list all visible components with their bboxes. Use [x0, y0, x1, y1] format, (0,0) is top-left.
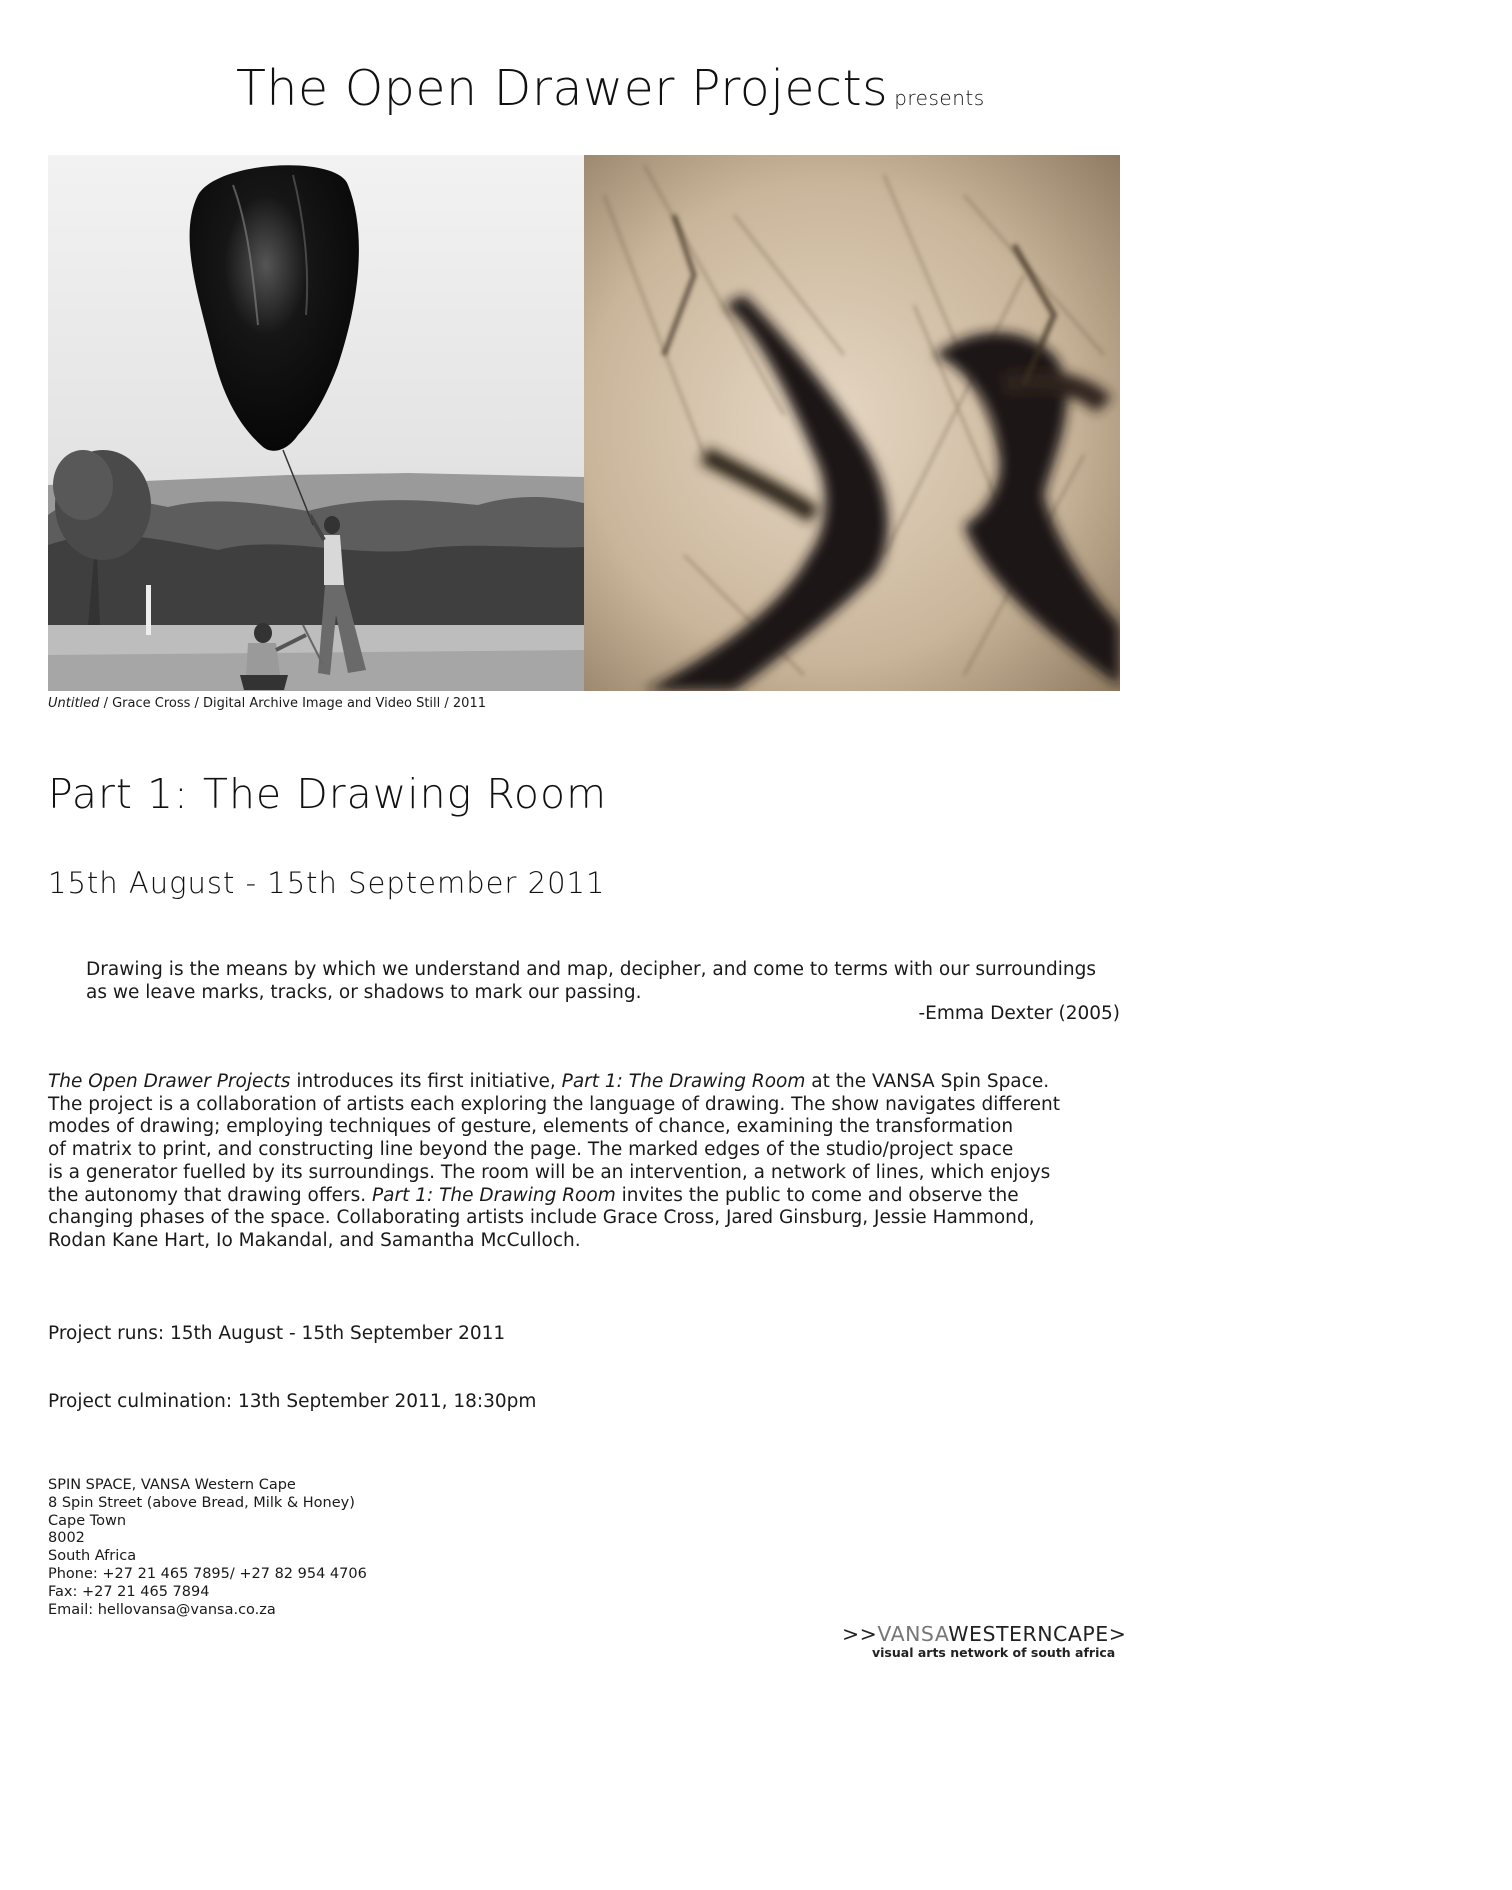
address-line: SPIN SPACE, VANSA Western Cape	[48, 1477, 296, 1493]
body-run: invites the public to come and observe the	[615, 1184, 1019, 1206]
archive-photo-illustration	[48, 155, 584, 691]
address-line: Phone: +27 21 465 7895/ +27 82 954 4706	[48, 1565, 367, 1582]
body-run: changing phases of the space. Collaborating artists include Grace Cross, Jared Ginsburg, Jessie Hammond,	[48, 1207, 1035, 1229]
address-line: Fax: +27 21 465 7894	[48, 1583, 210, 1600]
contact-address	[48, 1477, 367, 1619]
body-run: the autonomy that drawing offers.	[48, 1184, 372, 1206]
body-line	[48, 1207, 1128, 1230]
caption-rest: / Grace Cross / Digital Archive Image and Video Still / 2011	[99, 696, 486, 711]
image-caption	[48, 696, 486, 711]
body-italic-run: Part 1: The Drawing Room	[561, 1071, 806, 1092]
body-line	[48, 1116, 1128, 1139]
caption-title: Untitled	[48, 696, 100, 711]
project-culmination: Project culmination: 13th September 2011, 18:30pm	[48, 1391, 537, 1412]
address-line: 8002	[48, 1530, 85, 1547]
logo-tagline: visual arts network of south africa	[872, 1645, 1116, 1660]
body-line	[48, 1139, 1128, 1162]
vansa-logo	[842, 1622, 1126, 1660]
address-line: Cape Town	[48, 1512, 127, 1529]
body-run: introduces its first initiative,	[290, 1071, 562, 1092]
body-line	[48, 1230, 1128, 1253]
presents-text: presents	[894, 86, 985, 110]
address-line: Email: hellovansa@vansa.co.za	[48, 1601, 276, 1618]
body-run: Rodan Kane Hart, Io Makandal, and Samantha McCulloch.	[48, 1229, 581, 1251]
logo-region: WESTERNCAPE	[948, 1622, 1109, 1646]
address-line: South Africa	[48, 1548, 137, 1565]
body-line	[48, 1162, 1128, 1185]
logo-wordmark	[842, 1622, 1126, 1646]
body-line	[48, 1094, 1128, 1117]
body-run: at the VANSA Spin Space.	[805, 1071, 1050, 1092]
body-line	[48, 1185, 1128, 1208]
body-paragraph	[48, 1071, 1128, 1253]
video-still-illustration	[584, 155, 1120, 691]
body-run: The project is a collaboration of artists each exploring the language of drawing. The show navigates different	[48, 1093, 1061, 1115]
body-run: of matrix to print, and constructing line beyond the page. The marked edges of the studio/project space	[48, 1139, 1014, 1161]
logo-suffix: >	[1108, 1622, 1127, 1646]
title-text: The Open Drawer Projects	[236, 60, 889, 117]
video-still	[584, 155, 1120, 691]
logo-vansa: VANSA	[877, 1622, 949, 1646]
project-runs: Project runs: 15th August - 15th September 2011	[48, 1323, 506, 1344]
page-title	[236, 60, 985, 117]
body-italic-run: The Open Drawer Projects	[48, 1071, 291, 1092]
quote-text: Drawing is the means by which we understand and map, decipher, and come to terms with our surroundings as we leave marks, tracks, or shadows to mark our passing.	[86, 959, 1097, 1003]
body-line	[48, 1071, 1128, 1094]
section-title: Part 1: The Drawing Room	[48, 770, 608, 818]
archive-photo	[48, 155, 584, 691]
logo-prefix: >>	[842, 1622, 878, 1646]
body-run: is a generator fuelled by its surroundings. The room will be an intervention, a network of lines, which enjoys	[48, 1161, 1051, 1183]
quote-attribution: -Emma Dexter (2005)	[918, 1003, 1120, 1024]
section-dates: 15th August - 15th September 2011	[48, 866, 606, 900]
body-run: modes of drawing; employing techniques of gesture, elements of chance, examining the transformation	[48, 1116, 1014, 1138]
body-italic-run: Part 1: The Drawing Room	[371, 1184, 616, 1206]
address-line: 8 Spin Street (above Bread, Milk & Honey)	[48, 1494, 355, 1511]
